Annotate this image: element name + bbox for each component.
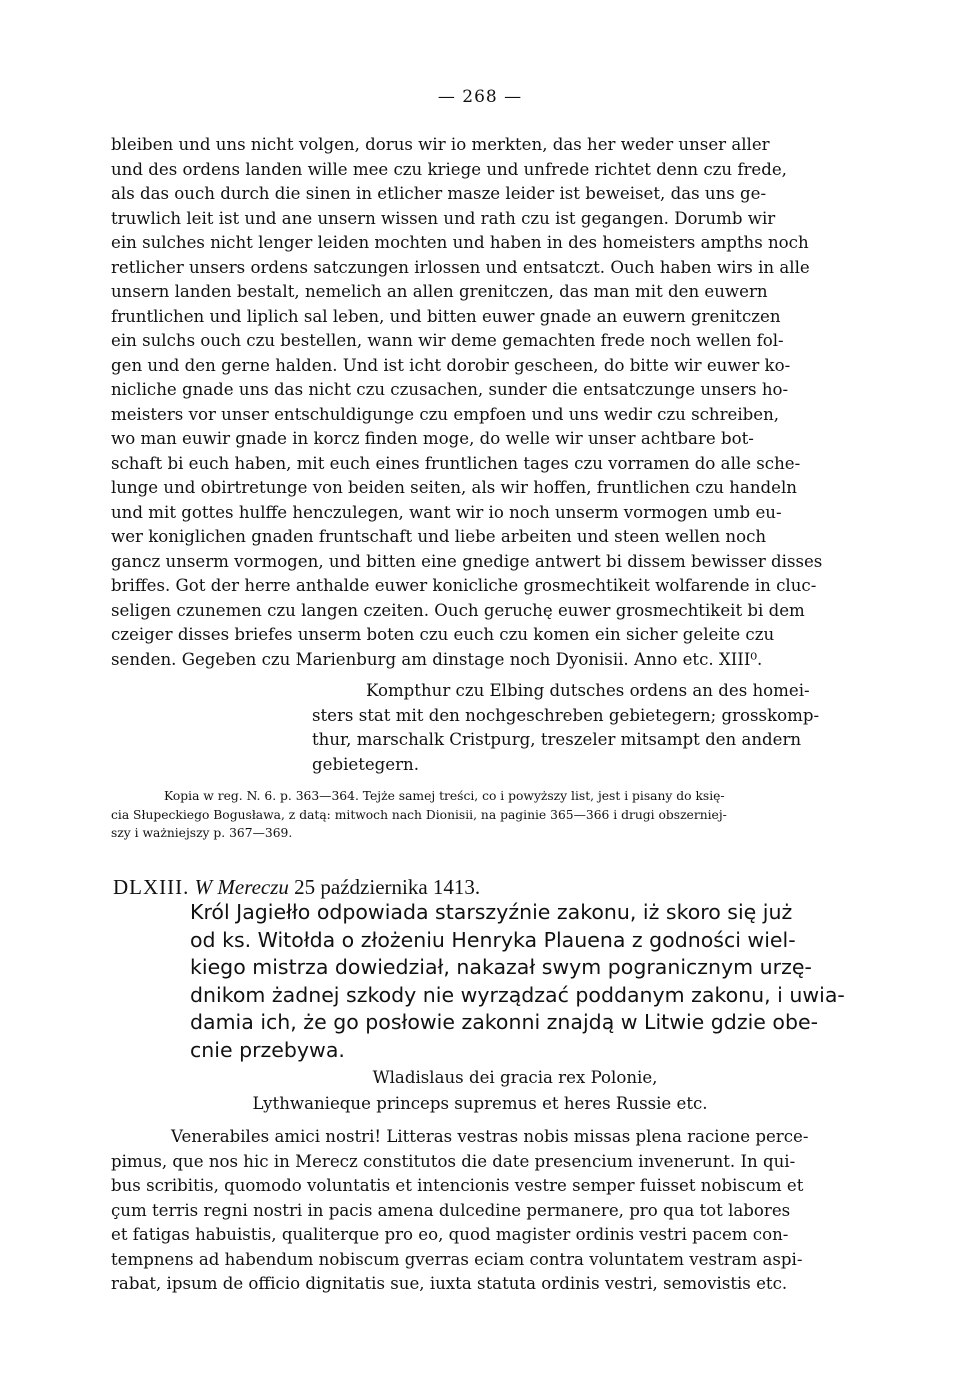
intitulatio: [0, 1065, 960, 1117]
footnote-line: cia Słupeckiego Bogusława, z datą: mitwoch nach Dionisii, na paginie 365—366 i drugi obszerniej-: [111, 807, 727, 822]
regest-line: cnie przebywa.: [190, 1037, 345, 1062]
text-line: nicliche gnade uns das nicht czu czusachen, sunder die entsatczunge unsers ho-: [111, 380, 789, 399]
regest-line: od ks. Witołda o złożeniu Henryka Plauena z godności wiel-: [190, 927, 796, 952]
regest-line: kiego mistrza dowiedział, nakazał swym pogranicznym urzę-: [190, 955, 812, 979]
signature-line: gebietegern.: [312, 754, 420, 774]
signature-line: sters stat mit den nochgeschreben gebietegern; grosskomp-: [312, 705, 820, 725]
document-number: DLXIII.: [113, 875, 190, 899]
text-line: rabat, ipsum de officio dignitatis sue, iuxta statuta ordinis vestri, semovistis etc.: [111, 1274, 788, 1293]
signature-block: [312, 679, 860, 777]
text-line: Venerabiles amici nostri! Litteras vestras nobis missas plena racione perce-: [171, 1127, 809, 1146]
text-line: retlicher unsers ordens satczungen irlossen und entsatczt. Ouch haben wirs in alle: [111, 257, 810, 277]
intitulatio-line: Lythwanieque princeps supremus et heres Russie etc.: [252, 1094, 708, 1113]
signature-line: Kompthur czu Elbing dutsches ordens an des homei-: [366, 681, 810, 700]
document-place: W Mereczu: [194, 875, 289, 899]
text-line: und mit gottes hulffe henczulegen, want wir io noch unserm vormogen umb eu-: [111, 502, 782, 522]
text-line: unsern landen bestalt, nemelich an allen grenitczen, das man mit den euwern: [111, 282, 768, 301]
text-line: pimus, que nos hic in Merecz constitutos die date presencium invenerunt. In qui-: [111, 1151, 796, 1171]
regest-line: damia ich, że go posłowie zakonni znajdą w Litwie gdzie obe-: [190, 1010, 818, 1034]
footnote: [111, 787, 861, 843]
regest-line: dnikom żadnej szkody nie wyrządzać poddanym zakonu, i uwia-: [190, 982, 845, 1007]
text-line: truwlich leit ist und ane unsern wissen und rath czu ist gegangen. Dorumb wir: [111, 208, 776, 228]
text-line: senden. Gegeben czu Marienburg am dinstage noch Dyonisii. Anno etc. XIII⁰.: [111, 649, 763, 669]
footnote-line: Kopia w reg. N. 6. p. 363—364. Tejże samej treści, co i powyższy list, jest i pisany do księ-: [164, 789, 725, 803]
text-line: als das ouch durch die sinen in etlicher masze leider ist beweiset, das uns ge-: [111, 184, 767, 203]
text-line: meisters vor unser entschuldigunge czu empfoen und uns wedir czu schreiben,: [111, 404, 780, 424]
text-line: bleiben und uns nicht volgen, dorus wir io merkten, das her weder unser aller: [111, 135, 770, 154]
text-line: wo man euwir gnade in korcz finden moge, do welle wir unser achtbare bot-: [111, 429, 754, 448]
text-line: ein sulches nicht lenger leiden mochten und haben in des homeisters ampths noch: [111, 233, 809, 252]
page-number: — 268 —: [437, 87, 523, 107]
footnote-line: szy i ważniejszy p. 367—369.: [111, 826, 293, 840]
text-line: bus scribitis, quomodo voluntatis et intencionis vestre semper fuisset nobiscum et: [111, 1176, 804, 1195]
text-line: tempnens ad habendum nobiscum gverras eciam contra voluntatem vestram aspi-: [111, 1249, 803, 1269]
document-date: 25 października 1413.: [294, 875, 481, 899]
document-text: [111, 1125, 857, 1297]
intitulatio-line: Wladislaus dei gracia rex Polonie,: [372, 1068, 658, 1087]
text-line: lunge und obirtretunge von beiden seiten, als wir hoffen, fruntlichen czu handeln: [111, 478, 797, 497]
text-line: ein sulchs ouch czu bestellen, wann wir deme gemachten frede noch wellen fol-: [111, 331, 784, 350]
text-line: gancz unserm vormogen, und bitten eine gnedige antwert bi dissem bewisser disses: [111, 551, 823, 571]
text-line: fruntlichen und liplich sal leben, und bitten euwer gnade an euwern grenitczen: [111, 306, 781, 326]
text-line: briffes. Got der herre anthalde euwer konicliche grosmechtikeit wolfarende in cluc-: [111, 576, 817, 595]
text-line: çum terris regni nostri in pacis amena dulcedine permanere, pro qua tot labores: [111, 1200, 791, 1220]
text-line: et fatigas habuistis, qualiterque pro eo, quod magister ordinis vestri pacem con-: [111, 1225, 789, 1244]
text-line: wer koniglichen gnaden fruntschaft und liebe arbeiten und steen wellen noch: [111, 527, 767, 546]
document-heading: [113, 875, 873, 900]
signature-line: thur, marschalk Cristpurg, treszeler mitsampt den andern: [312, 730, 802, 749]
regest-line: Król Jagiełło odpowiada starszyźnie zakonu, iż skoro się już: [190, 900, 793, 924]
text-line: und des ordens landen wille mee czu kriege und unfrede richtet denn czu frede,: [111, 159, 787, 179]
text-line: czeiger disses briefes unserm boten czu euch czu komen ein sicher geleite czu: [111, 625, 775, 644]
letter-paragraph: [111, 133, 857, 672]
document-regest: [190, 899, 870, 1064]
text-line: seligen czunemen czu langen czeiten. Ouch geruchę euwer grosmechtikeit bi dem: [111, 600, 805, 620]
text-line: gen und den gerne halden. Und ist icht dorobir gescheen, do bitte wir euwer ko-: [111, 355, 791, 375]
text-line: schaft bi euch haben, mit euch eines fruntlichen tages czu vorramen do alle sche-: [111, 453, 801, 473]
